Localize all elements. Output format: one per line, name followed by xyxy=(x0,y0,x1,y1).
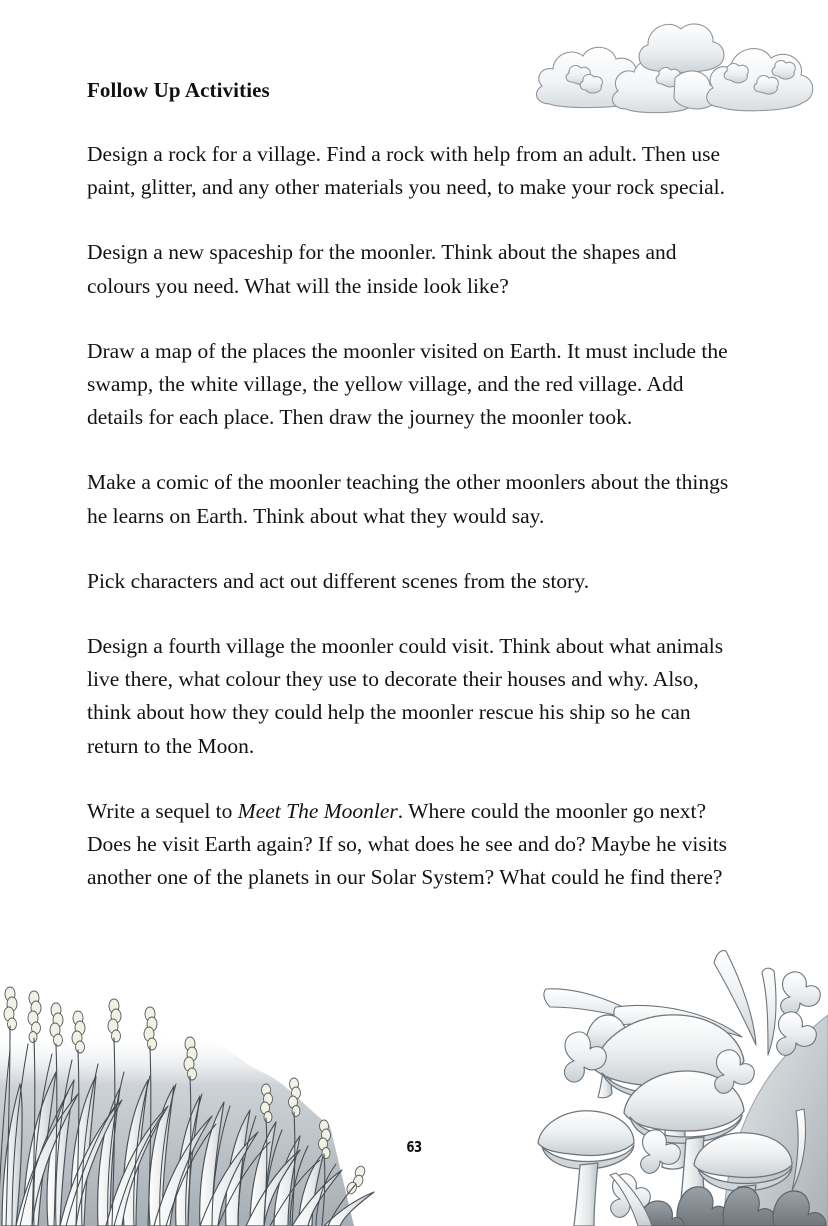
page-content xyxy=(87,76,742,894)
sequel-text-before: Write a sequel to xyxy=(87,798,238,823)
activity-paragraph: Design a new spaceship for the moonler. Think about the shapes and colours you need. What will the inside look like? xyxy=(87,240,677,298)
activity-paragraph: Design a fourth village the moonler could visit. Think about what animals live there, what colour they use to decorate their houses and why. Also, think about how they could help the moonler rescue his ship so he can return to the Moon. xyxy=(87,634,724,758)
mushrooms-illustration xyxy=(528,941,828,1226)
book-title: Meet The Moonler xyxy=(237,798,398,823)
activity-paragraph-sequel xyxy=(87,795,742,895)
page-title: Follow Up Activities xyxy=(87,78,270,102)
activity-paragraph: Design a rock for a village. Find a rock with help from an adult. Then use paint, glitter, and any other materials you need, to make your rock special. xyxy=(87,142,725,200)
activity-paragraph: Pick characters and act out different scenes from the story. xyxy=(87,568,590,593)
grass-illustration xyxy=(0,976,394,1226)
page-number: 63 xyxy=(406,1138,422,1156)
sequel-text-after: . Where could the moonler go next? Does he visit Earth again? If so, what does he see and do? Maybe he visits another one of the planets in our Solar System? What could he find there? xyxy=(87,798,728,890)
activity-paragraph: Make a comic of the moonler teaching the other moonlers about the things he learns on Earth. Think about what they would say. xyxy=(87,470,729,528)
activity-paragraph: Draw a map of the places the moonler visited on Earth. It must include the swamp, the white village, the yellow village, and the red village. Add details for each place. Then draw the journey the moonler took. xyxy=(87,338,728,430)
